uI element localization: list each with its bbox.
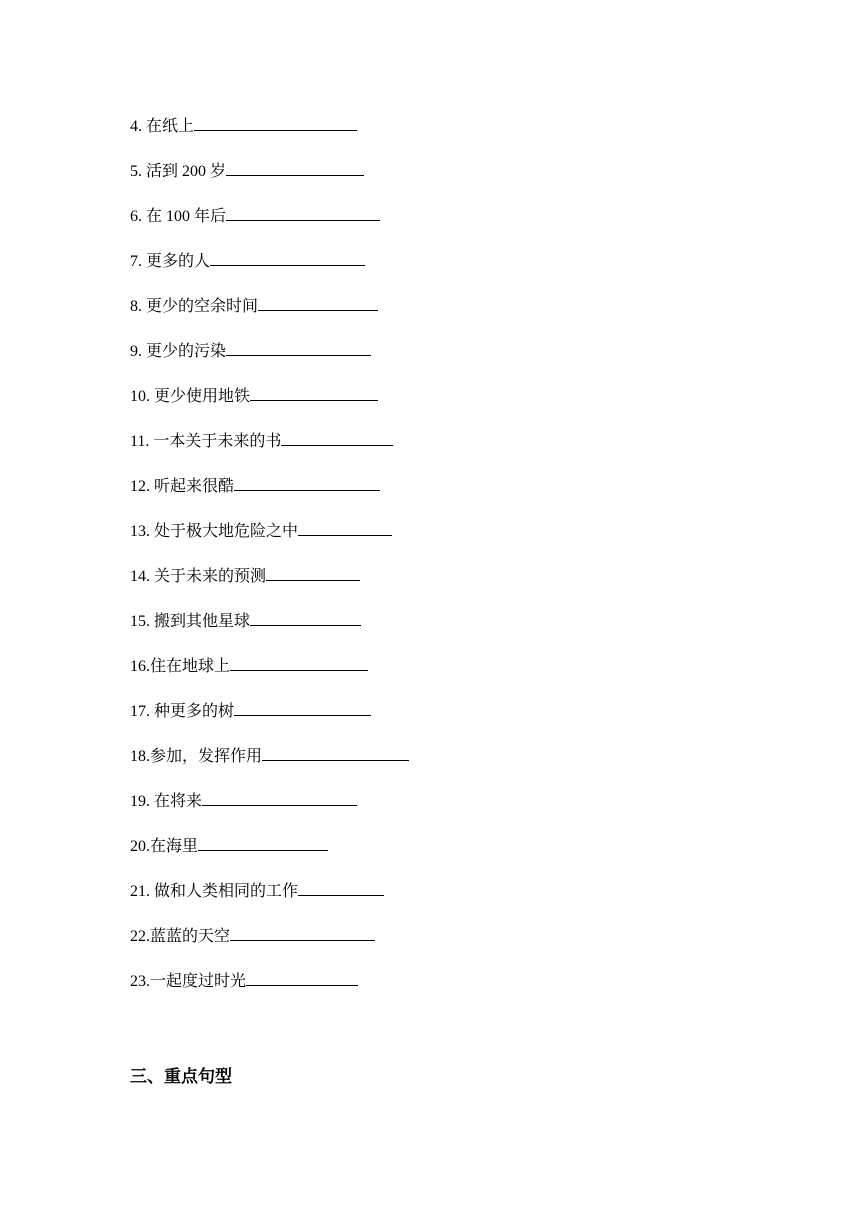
item-prompt: 10. 更少使用地铁 — [130, 388, 251, 405]
answer-blank[interactable] — [298, 882, 384, 896]
answer-blank[interactable] — [246, 972, 358, 986]
answer-blank[interactable] — [234, 477, 380, 491]
item-prompt: 17. 种更多的树 — [130, 703, 235, 720]
exercise-item-18 — [130, 744, 409, 789]
exercise-item-19 — [130, 789, 409, 834]
item-prompt: 19. 在将来 — [130, 793, 203, 810]
answer-blank[interactable] — [250, 612, 361, 626]
exercise-item-10 — [130, 384, 409, 429]
answer-blank[interactable] — [250, 387, 378, 401]
item-prompt: 8. 更少的空余时间 — [130, 298, 259, 315]
exercise-item-5 — [130, 159, 409, 204]
item-prompt: 14. 关于未来的预测 — [130, 568, 267, 585]
answer-blank[interactable] — [266, 567, 360, 581]
exercise-item-6 — [130, 204, 409, 249]
item-prompt: 9. 更少的污染 — [130, 343, 227, 360]
exercise-item-17 — [130, 699, 409, 744]
answer-blank[interactable] — [234, 702, 371, 716]
exercise-item-14 — [130, 564, 409, 609]
exercise-item-20 — [130, 834, 409, 879]
exercise-item-22 — [130, 924, 409, 969]
answer-blank[interactable] — [202, 792, 357, 806]
answer-blank[interactable] — [298, 522, 392, 536]
exercise-item-9 — [130, 339, 409, 384]
answer-blank[interactable] — [194, 117, 357, 131]
exercise-item-21 — [130, 879, 409, 924]
item-prompt: 15. 搬到其他星球 — [130, 613, 251, 630]
vocabulary-exercise-list — [130, 114, 409, 1014]
section-heading: 三、重点句型 — [130, 1067, 232, 1087]
exercise-item-11 — [130, 429, 409, 474]
exercise-item-16 — [130, 654, 409, 699]
item-prompt: 4. 在纸上 — [130, 118, 195, 135]
item-prompt: 11. 一本关于未来的书 — [130, 433, 282, 450]
item-prompt: 13. 处于极大地危险之中 — [130, 523, 299, 540]
item-prompt: 22.蓝蓝的天空 — [130, 928, 231, 945]
item-prompt: 23.一起度过时光 — [130, 973, 247, 990]
exercise-item-13 — [130, 519, 409, 564]
item-prompt: 5. 活到 200 岁 — [130, 163, 227, 180]
item-prompt: 20.在海里 — [130, 838, 199, 855]
item-prompt: 12. 听起来很酷 — [130, 478, 235, 495]
answer-blank[interactable] — [226, 342, 371, 356]
exercise-item-23 — [130, 969, 409, 1014]
exercise-item-8 — [130, 294, 409, 339]
item-prompt: 16.住在地球上 — [130, 658, 231, 675]
exercise-item-15 — [130, 609, 409, 654]
answer-blank[interactable] — [198, 837, 328, 851]
exercise-item-4 — [130, 114, 409, 159]
item-prompt: 6. 在 100 年后 — [130, 208, 227, 225]
answer-blank[interactable] — [230, 657, 368, 671]
answer-blank[interactable] — [262, 747, 409, 761]
answer-blank[interactable] — [258, 297, 378, 311]
answer-blank[interactable] — [226, 162, 364, 176]
item-prompt: 7. 更多的人 — [130, 253, 211, 270]
answer-blank[interactable] — [230, 927, 375, 941]
item-prompt: 21. 做和人类相同的工作 — [130, 883, 299, 900]
answer-blank[interactable] — [281, 432, 393, 446]
exercise-item-7 — [130, 249, 409, 294]
exercise-item-12 — [130, 474, 409, 519]
answer-blank[interactable] — [210, 252, 365, 266]
item-prompt: 18.参加，发挥作用 — [130, 748, 263, 765]
answer-blank[interactable] — [226, 207, 380, 221]
